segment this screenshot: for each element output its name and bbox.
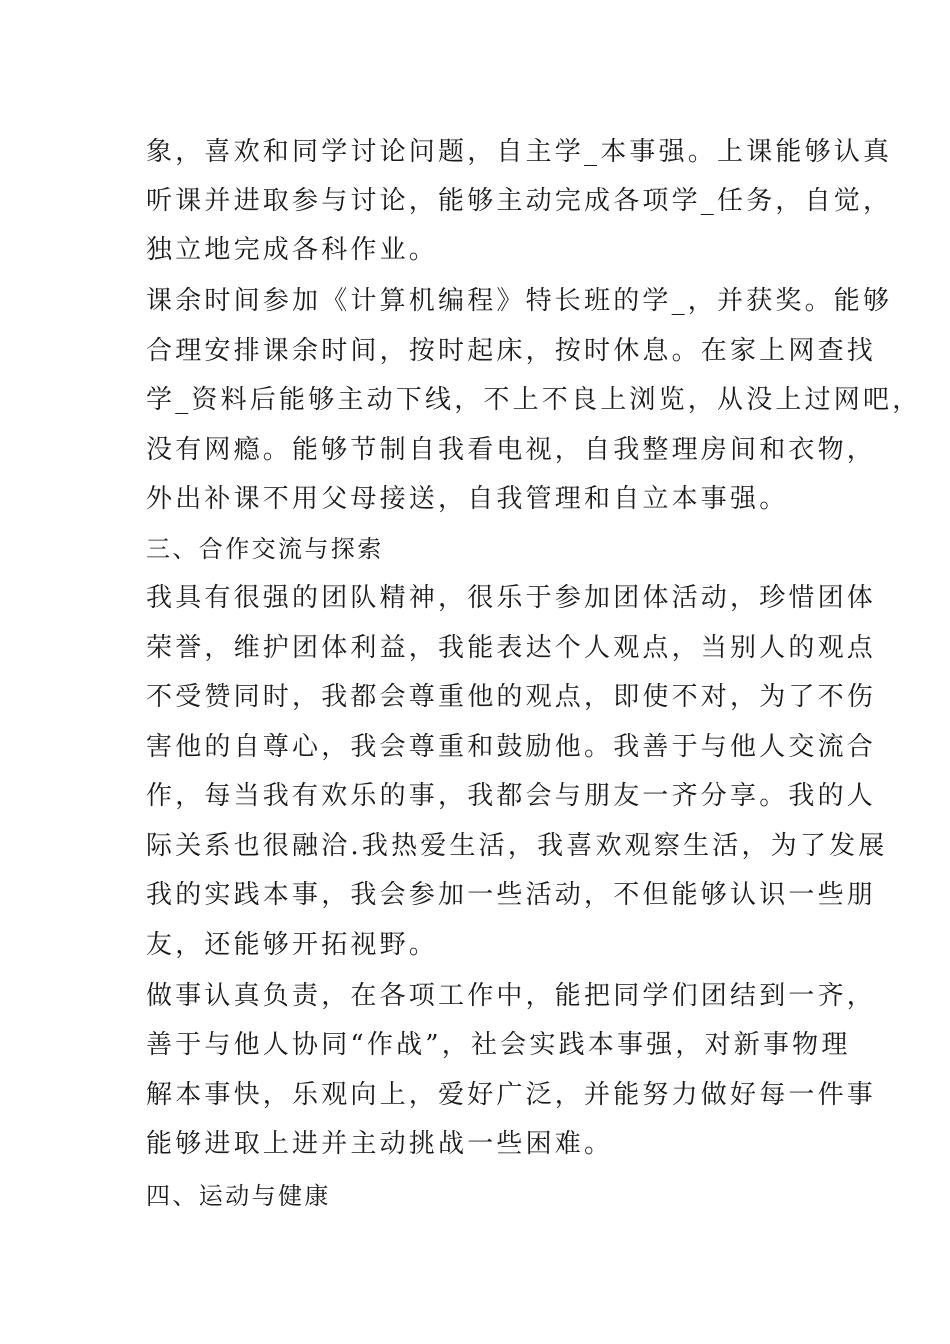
paragraph-3-line-3: 不受赞同时，我都会尊重他的观点，即使不对，为了不伤 [146, 682, 877, 712]
paragraph-2-line-2: 合理安排课余时间，按时起床，按时休息。在家上网查找 [146, 336, 877, 366]
paragraph-2-line-3: 学_资料后能够主动下线，不上不良上浏览，从没上过网吧， [146, 385, 922, 415]
paragraph-3-line-1: 我具有很强的团队精神，很乐于参加团体活动，珍惜团体 [146, 583, 877, 613]
section-heading-3: 三、合作交流与探索 [146, 535, 384, 563]
paragraph-4-line-3: 解本事快，乐观向上，爱好广泛，并能努力做好每一件事 [146, 1080, 877, 1110]
paragraph-2-line-5: 外出补课不用父母接送，自我管理和自立本事强。 [146, 484, 789, 514]
paragraph-3-line-4: 害他的自尊心，我会尊重和鼓励他。我善于与他人交流合 [146, 732, 877, 762]
paragraph-4-line-2: 善于与他人协同“作战”，社会实践本事强，对新事物理 [146, 1030, 851, 1060]
paragraph-3-line-2: 荣誉，维护团体利益，我能表达个人观点，当别人的观点 [146, 633, 877, 663]
paragraph-3-line-6: 际关系也很融洽.我热爱生活，我喜欢观察生活，为了发展 [146, 831, 888, 861]
paragraph-3-line-7: 我的实践本事，我会参加一些活动，不但能够认识一些朋 [146, 880, 877, 910]
paragraph-3-line-5: 作，每当我有欢乐的事，我都会与朋友一齐分享。我的人 [146, 781, 877, 811]
section-heading-4: 四、运动与健康 [146, 1182, 331, 1210]
paragraph-4-line-4: 能够进取上进并主动挑战一些困难。 [146, 1129, 614, 1159]
paragraph-1-line-3: 独立地完成各科作业。 [146, 235, 439, 265]
paragraph-3-line-8: 友，还能够开拓视野。 [146, 930, 439, 960]
paragraph-2-line-4: 没有网瘾。能够节制自我看电视，自我整理房间和衣物， [146, 435, 877, 465]
paragraph-2-line-1: 课余时间参加《计算机编程》特长班的学_，并获奖。能够 [146, 286, 893, 316]
paragraph-1-line-1: 象，喜欢和同学讨论问题，自主学_本事强。上课能够认真 [146, 137, 893, 167]
paragraph-1-line-2: 听课并进取参与讨论，能够主动完成各项学_任务，自觉， [146, 186, 893, 216]
paragraph-4-line-1: 做事认真负责，在各项工作中，能把同学们团结到一齐， [146, 981, 877, 1011]
